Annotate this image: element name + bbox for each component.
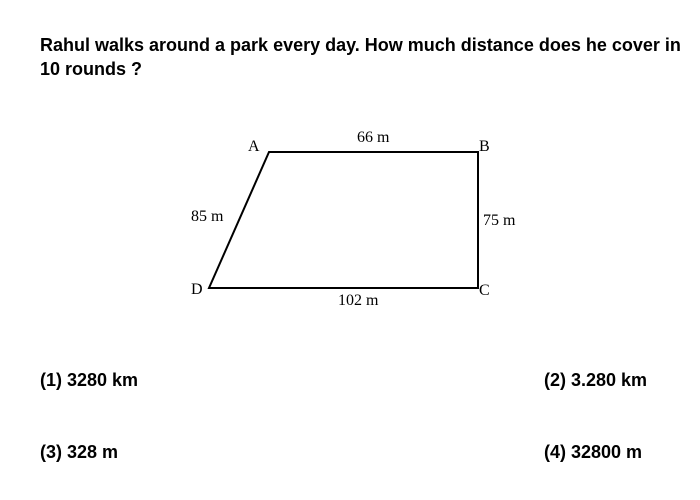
side-label-cd: 102 m: [338, 292, 379, 309]
answer-option-3[interactable]: (3) 328 m: [40, 442, 119, 462]
side-label-ab: 66 m: [357, 129, 390, 146]
question-text: Rahul walks around a park every day. How much distance does he cover in 10 rounds ?: [40, 35, 681, 79]
side-label-da: 85 m: [191, 208, 224, 225]
vertex-label-d: D: [191, 281, 203, 298]
vertex-label-c: C: [479, 282, 490, 299]
answer-option-4[interactable]: (4) 32800 m: [544, 442, 643, 462]
answer-option-1[interactable]: (1) 3280 km: [40, 370, 139, 390]
vertex-label-b: B: [479, 138, 490, 155]
vertex-label-a: A: [248, 138, 260, 155]
park-boundary: [209, 152, 478, 288]
answer-option-2[interactable]: (2) 3.280 km: [544, 370, 648, 390]
side-label-bc: 75 m: [483, 212, 516, 229]
